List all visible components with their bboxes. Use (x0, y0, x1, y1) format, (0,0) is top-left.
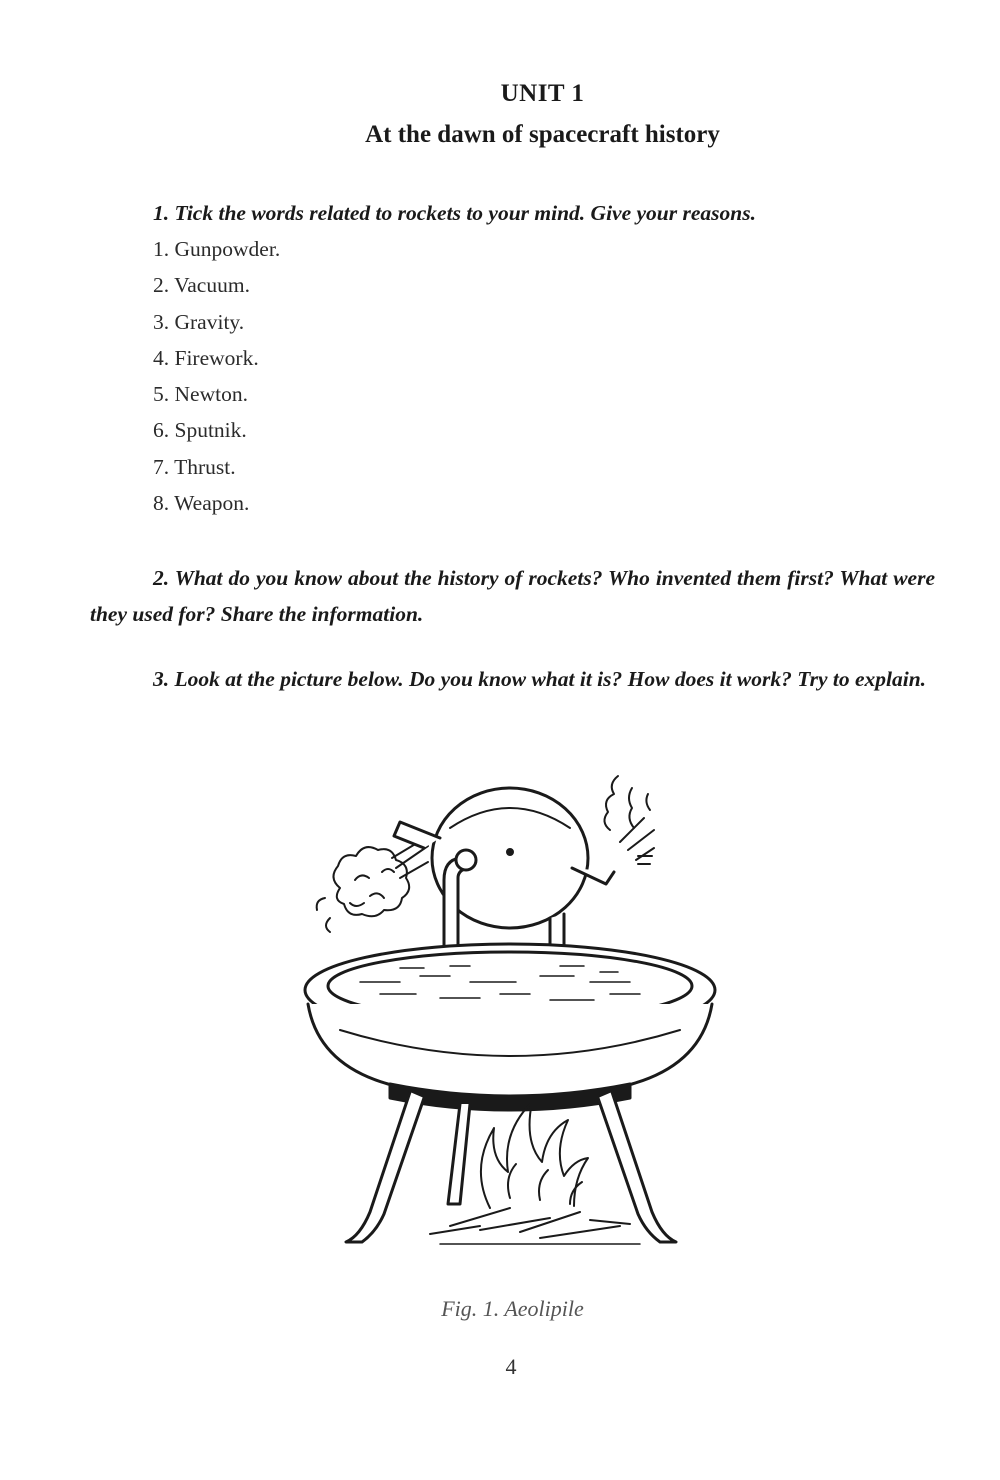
list-item: 1. Gunpowder. (153, 237, 281, 261)
task-2-instruction: 2. What do you know about the history of rockets? Who invented them first? What were they used for? Share the information. (90, 566, 935, 626)
list-item: 4. Firework. (153, 345, 259, 370)
steam-cloud-left (317, 840, 428, 932)
list-item: 3. Gravity. (153, 309, 245, 334)
steam-jet-right (604, 776, 654, 864)
page-number: 4 (505, 1354, 517, 1379)
task-3-instruction: 3. Look at the picture below. Do you know what it is? How does it work? Try to explain. (153, 667, 927, 691)
list-item: 6. Sputnik. (153, 418, 247, 443)
aeolipile-illustration (300, 768, 720, 1253)
list-item: 5. Newton. (153, 382, 248, 407)
word-list (153, 231, 280, 521)
task-1-instruction: 1. Tick the words related to rockets to your mind. Give your reasons. (153, 201, 756, 225)
list-item: 7. Thrust. (153, 454, 236, 479)
figure-caption: Fig. 1. Aeolipile (441, 1296, 584, 1321)
list-item: 8. Weapon. (153, 491, 250, 516)
unit-subtitle: At the dawn of spacecraft history (365, 121, 720, 148)
list-item: 2. Vacuum. (153, 273, 250, 298)
unit-title: UNIT 1 (500, 80, 585, 107)
